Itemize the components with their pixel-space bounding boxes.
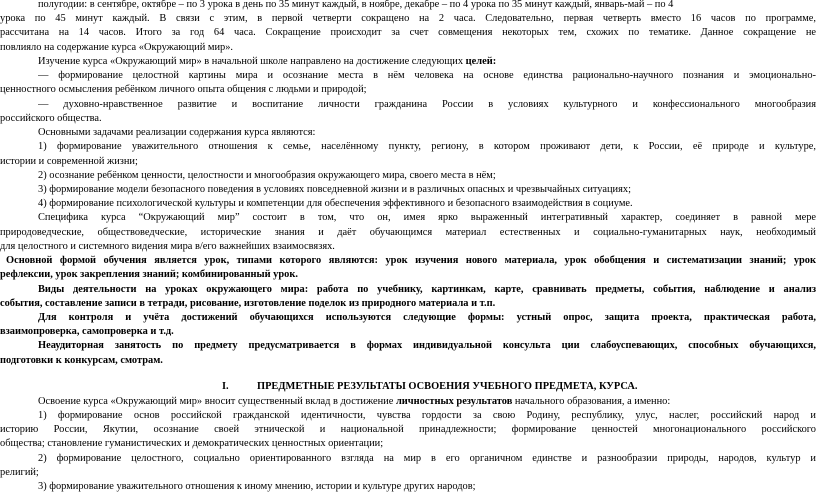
text-line: 3) формирование уважительного отношения к иному мнению, истории и культуре других народов; [38, 481, 476, 492]
text-line: — духовно-нравственное развитие и воспитание личности гражданина России в условиях культурного и конфессионального многообразия [38, 98, 816, 110]
text-line: подготовки к конкурсам, смотрам. [0, 354, 163, 366]
text-line: 2) формирование целостного, социально ориентированного взгляда на мир в его органичном единстве и разнообразии природы, народов, культур и [38, 452, 816, 464]
text-line: Для контроля и учёта достижений обучающихся используются следующие формы: устный опрос, защита проекта, практическая работа, [38, 312, 816, 324]
text-line: российского общества. [0, 112, 102, 124]
text-line: Виды деятельности на уроках окружающего мира: работа по учебнику, картинкам, карте, сравнивать предметы, события, наблюдение и анализ [38, 283, 816, 295]
text-line: для целостного и системного видения мира в/его важнейших взаимосвязях. [0, 240, 335, 252]
text-line [38, 395, 816, 409]
text-line: события, составление записи в тетради, рисование, изготовление поделок из природного материала и т.п. [0, 297, 496, 309]
text-line: общества; становление гуманистических и демократических ценностных ориентации; [0, 438, 384, 450]
text-line: 1) формирование основ российской гражданской идентичности, чувства гордости за свою Родину, республику, улус, наслег, российский народ и [38, 409, 816, 421]
text-line: 4) формирование психологической культуры и компетенции для обеспечения эффективного и безопасного взаимодействия в социуме. [38, 198, 633, 210]
text-line: 1) формирование уважительного отношения к семье, населённому пункту, региону, в котором проживают дети, к России, её природе и культуре, [38, 141, 816, 153]
text-line: религий; [0, 466, 39, 478]
text-span: Изучение курса «Окружающий мир» в начальной школе направлено на достижение следующих [38, 55, 466, 67]
personal-results-label: личностных результатов [395, 395, 513, 407]
text-line: полугодии: в сентябре, октябре – по 3 урока в день по 35 минут каждый, в ноябре, декабре – по 4 урока по 35 минут каждый, январь-май – по 4 [38, 0, 674, 10]
text-line: историю России, Якутии, осознание своей этнической и национальной принадлежности; формирование ценностей многонационального российского [0, 424, 816, 436]
text-line: повлияло на содержание курса «Окружающий мир». [0, 41, 234, 53]
section-heading [0, 380, 816, 394]
text-line: природоведческие, обществоведческие, исторические знания и даёт обучающимся материал естественных и социально-гуманитарных наук, необходимый [0, 226, 816, 238]
text-line: рассчитана на 14 часов. Итого за год 64 часа. Сокращение происходит за счет совмещения некоторых тем, схожих по тематике. Данное сокращение не [0, 27, 816, 39]
text-line: 3) формирование модели безопасного поведения в условиях повседневной жизни и в различных опасных и чрезвычайных ситуациях; [38, 183, 631, 195]
section-number: I. [222, 381, 229, 393]
text-line [38, 55, 816, 69]
text-line: Неаудиторная занятость по предмету предусматривается в формах индивидуальной консульта ции слабоуспевающих, способных обучающихся, [38, 340, 816, 352]
text-line: Основными задачами реализации содержания курса являются: [38, 127, 316, 139]
text-line: урока по 45 минут каждый. В связи с этим, в первой четверти сокращено на 2 часа. Следовательно, первая четверть вместо 16 часов по программе, [0, 13, 816, 25]
text-line: — формирование целостной картины мира и осознание места в нём человека на основе единства рационально-научного познания и эмоционально- [38, 70, 816, 82]
text-line: Специфика курса “Окружающий мир” состоит в том, что он, имея ярко выраженный интегративный характер, соединяет в равной мере [38, 212, 816, 224]
text-line: взаимопроверка, самопроверка и т.д. [0, 326, 174, 338]
section-title: ПРЕДМЕТНЫЕ РЕЗУЛЬТАТЫ ОСВОЕНИЯ УЧЕБНОГО ПРЕДМЕТА, КУРСА. [257, 381, 638, 393]
text-line: рефлексии, урок закрепления знаний; комбинированный урок. [0, 269, 298, 281]
text-line: истории и современной жизни; [0, 155, 138, 167]
goals-label: целей: [465, 55, 497, 67]
text-line: ценностного осмысления ребёнком личного опыта общения с людьми и природой; [0, 84, 367, 96]
text-line: 2) осознание ребёнком ценности, целостности и многообразия окружающего мира, своего места в нём; [38, 169, 496, 181]
text-line: Основной формой обучения является урок, типами которого являются: урок изучения нового материала, урок обобщения и систематизации знаний; урок [6, 255, 816, 267]
text-span: начального образования, а именно: [512, 395, 671, 407]
text-span: Освоение курса «Окружающий мир» вносит существенный вклад в достижение [38, 395, 396, 407]
